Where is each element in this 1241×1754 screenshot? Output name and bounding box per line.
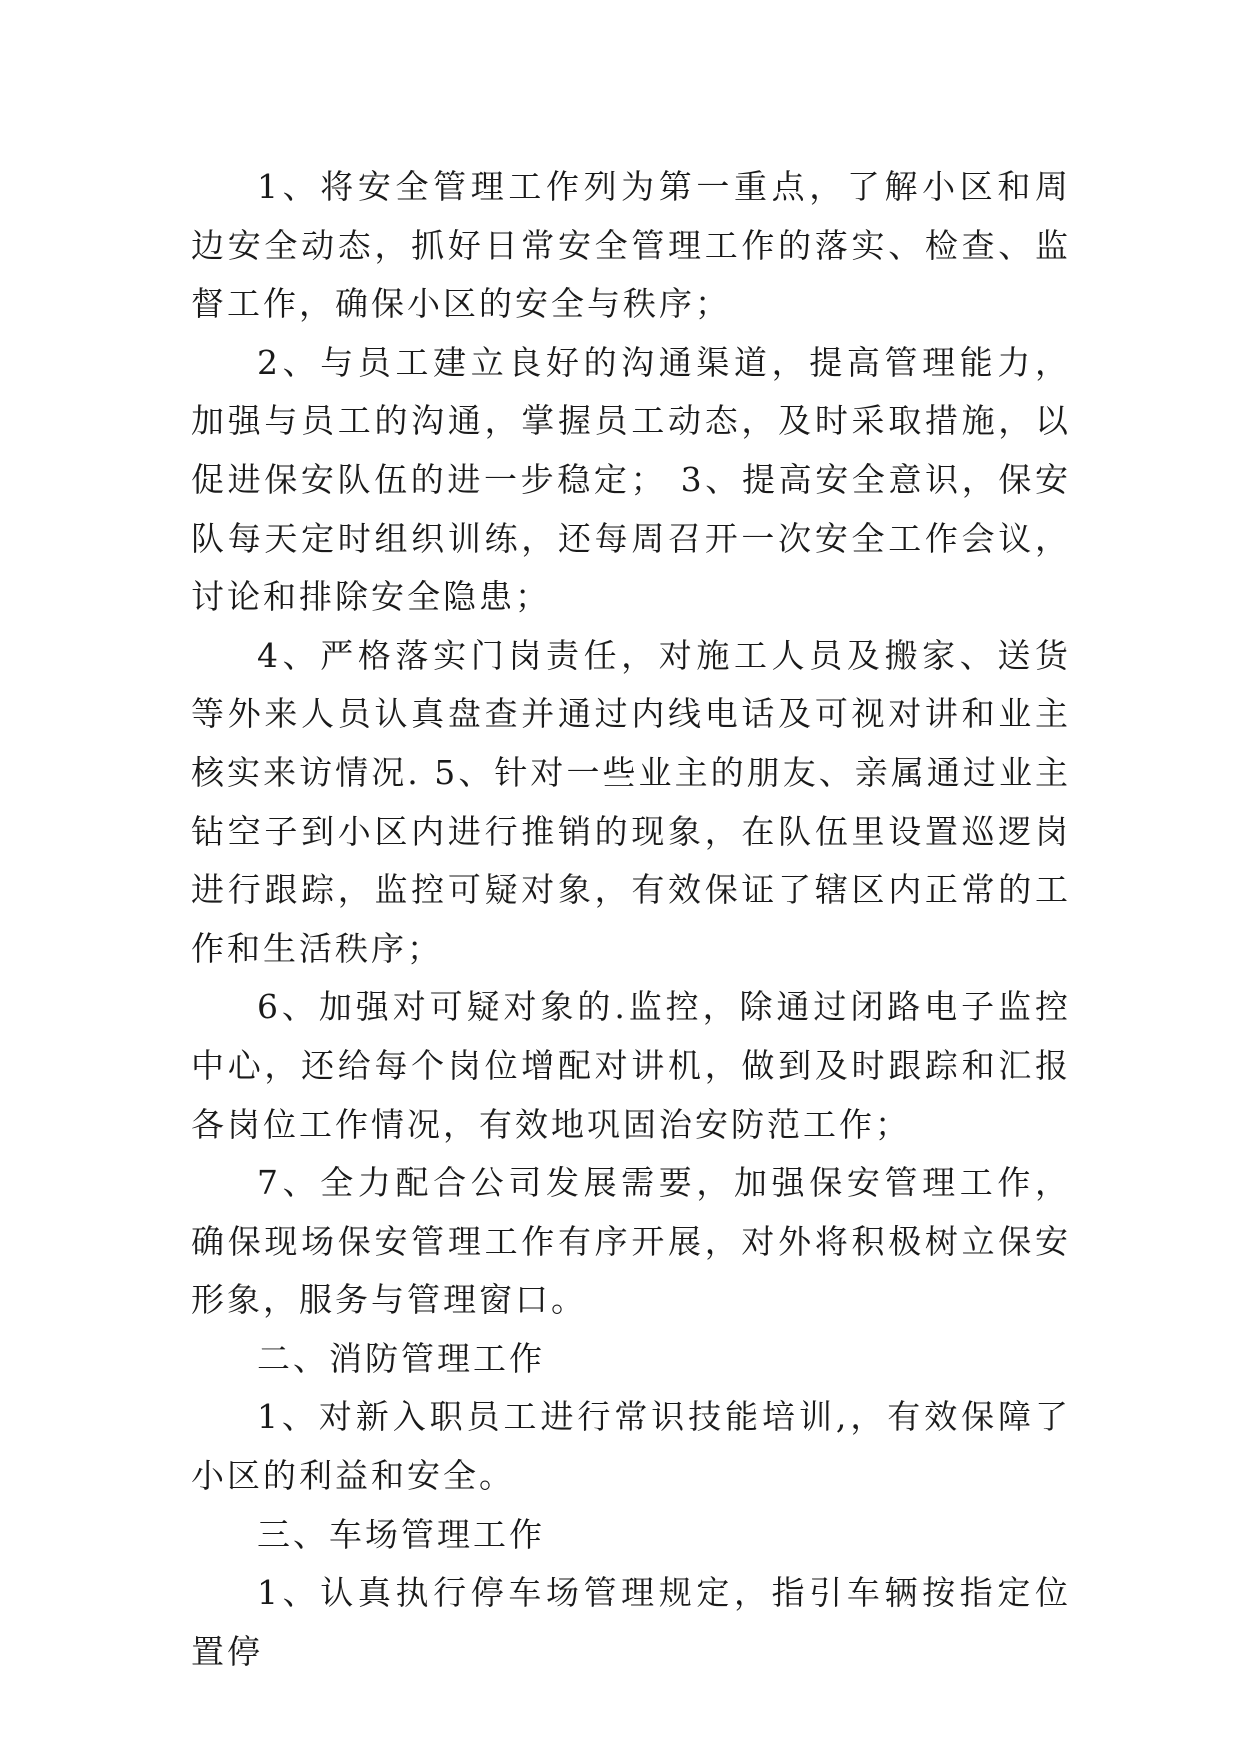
section-heading-parking: 三、车场管理工作 xyxy=(257,1514,545,1554)
paragraph-parking-rules: 1、认真执行停车场管理规定，指引车辆按指定位置停 xyxy=(191,1573,1071,1671)
paragraph-fire-training: 1、对新入职员工进行常识技能培训,，有效保障了小区的利益和安全。 xyxy=(191,1397,1071,1496)
paragraph-company-support: 7、全力配合公司发展需要，加强保安管理工作，确保现场保安管理工作有序开展，对外将积极树立保安形象，服务与管理窗口。 xyxy=(191,1163,1071,1320)
document-body xyxy=(191,158,1071,1681)
paragraph-security-priority: 1、将安全管理工作列为第一重点，了解小区和周边安全动态，抓好日常安全管理工作的落实、检查、监督工作，确保小区的安全与秩序； xyxy=(191,167,1071,324)
paragraph-monitoring: 6、加强对可疑对象的.监控，除通过闭路电子监控中心，还给每个岗位增配对讲机，做到及时跟踪和汇报各岗位工作情况，有效地巩固治安防范工作； xyxy=(191,987,1071,1144)
paragraph-gate-duty: 4、严格落实门岗责任，对施工人员及搬家、送货等外来人员认真盘查并通过内线电话及可视对讲和业主核实来访情况. 5、针对一些业主的朋友、亲属通过业主钻空子到小区内进行推销的现象，在队伍里设置巡逻岗进行跟踪，监控可疑对象，有效保证了辖区内正常的工作和生活秩序； xyxy=(191,635,1071,968)
section-heading-fire: 二、消防管理工作 xyxy=(257,1338,545,1378)
paragraph-staff-communication: 2、与员工建立良好的沟通渠道，提高管理能力，加强与员工的沟通，掌握员工动态，及时采取措施，以促进保安队伍的进一步稳定； 3、提高安全意识，保安队每天定时组织训练，还每周召开一次安全工作会议，讨论和排除安全隐患； xyxy=(191,342,1071,617)
